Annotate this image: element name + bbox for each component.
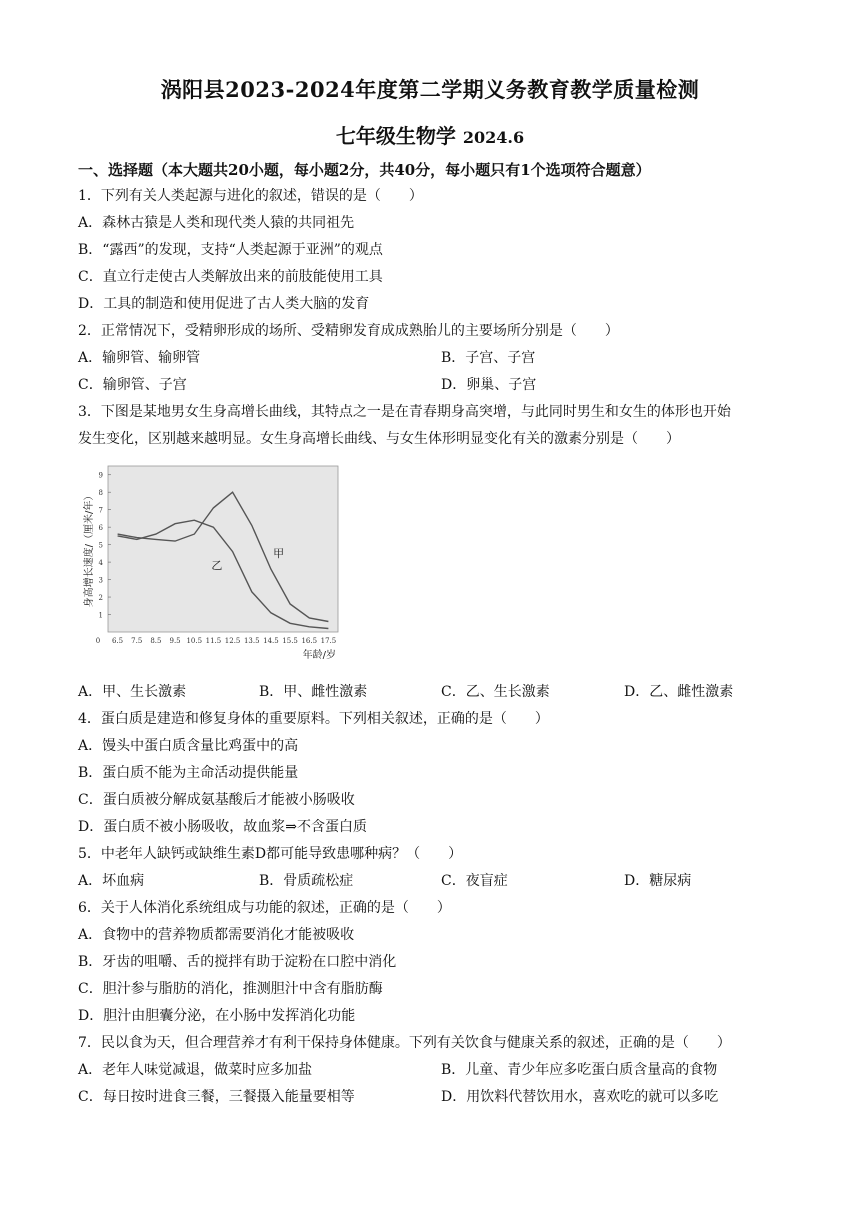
q1-option-a: A．森林古猿是人类和现代类人猿的共同祖先	[78, 215, 355, 231]
x-tick-label: 17.5	[320, 637, 337, 645]
q7-stem: 7．民以食为天，但合理营养才有利干保持身体健康。下列有关饮食与健康关系的叙述，正确的是（ ）	[78, 1035, 731, 1051]
x-tick-label: 13.5	[243, 637, 260, 645]
y-tick-label: 8	[98, 489, 103, 498]
y-tick-label: 9	[98, 471, 103, 480]
q4-option-a: A．馒头中蛋白质含量比鸡蛋中的高	[78, 738, 299, 754]
q6-stem: 6．关于人体消化系统组成与功能的叙述，正确的是（ ）	[78, 900, 451, 916]
x-tick-label: 7.5	[131, 637, 143, 645]
y-tick-label: 4	[98, 559, 103, 568]
q2-option-c: C．输卵管、子宫	[78, 377, 187, 393]
x-tick-label: 11.5	[205, 637, 222, 645]
y-tick-label: 7	[98, 506, 103, 515]
q5-option-c: C．夜盲症	[441, 873, 508, 889]
height-growth-chart	[78, 462, 348, 672]
q6-option-c: C．胆汁参与脂肪的消化，推测胆汁中含有脂肪酶	[78, 981, 383, 997]
y-tick-label: 2	[98, 594, 103, 603]
q7-option-c: C．每日按时进食三餐，三餐摄入能量要相等	[78, 1089, 355, 1105]
q1-option-d: D．工具的制造和使用促进了古人类大脑的发育	[78, 296, 370, 312]
x-tick-label: 9.5	[169, 637, 181, 645]
x-tick-label: 6.5	[112, 637, 124, 645]
q4-option-d: D．蛋白质不被小肠吸收，故血浆⇒不含蛋白质	[78, 819, 367, 835]
exam-date: 2024.6	[462, 128, 525, 147]
q2-stem: 2．正常情况下，受精卵形成的场所、受精卵发育成成熟胎儿的主要场所分别是（ ）	[78, 323, 619, 339]
x-tick-label: 16.5	[301, 637, 318, 645]
x-tick-label: 10.5	[186, 637, 203, 645]
q1-option-c: C．直立行走使古人类解放出来的前肢能使用工具	[78, 269, 383, 285]
y-tick-label: 1	[98, 611, 103, 620]
q3-option-c: C．乙、生长激素	[441, 684, 550, 700]
y-tick-label: 6	[98, 524, 103, 533]
subject-name: 七年级生物学	[335, 124, 456, 148]
series-label-jia: 甲	[273, 546, 285, 560]
section-heading: 一、选择题（本大题共20小题，每小题2分，共40分，每小题只有1个选项符合题意）	[78, 161, 651, 179]
chart-plot-area	[108, 466, 338, 632]
chart-svg	[78, 462, 348, 672]
q4-stem: 4．蛋白质是建造和修复身体的重要原料。下列相关叙述，正确的是（ ）	[78, 711, 549, 727]
exam-title: 涡阳县2023-2024年度第二学期义务教育教学质量检测	[160, 77, 700, 102]
x-tick-label: 15.5	[282, 637, 298, 645]
q3-stem-line1: 3．下图是某地男女生身高增长曲线，其特点之一是在青春期身高突增，与此同时男生和女生的体形也开始	[78, 404, 731, 420]
q3-option-d: D．乙、雌性激素	[624, 684, 734, 700]
series-label-yi: 乙	[211, 559, 223, 573]
q3-option-b: B．甲、雌性激素	[259, 684, 368, 700]
q3-stem-line2: 发生变化，区别越来越明显。女生身高增长曲线、与女生体形明显变化有关的激素分别是（ ）	[78, 431, 680, 447]
x-tick-label: 14.5	[263, 637, 279, 645]
exam-subtitle	[0, 120, 860, 149]
q2-option-a: A．输卵管、输卵管	[78, 350, 201, 366]
q3-option-a: A．甲、生长激素	[78, 684, 187, 700]
q6-option-d: D．胆汁由胆囊分泌，在小肠中发挥消化功能	[78, 1008, 356, 1024]
x-tick-label: 8.5	[150, 637, 162, 645]
q5-stem: 5．中老年人缺钙或缺维生素D都可能导致患哪种病？（ ）	[78, 846, 463, 862]
q4-option-c: C．蛋白质被分解成氨基酸后才能被小肠吸收	[78, 792, 355, 808]
q1-stem: 1．下列有关人类起源与进化的叙述，错误的是（ ）	[78, 188, 423, 204]
q4-option-b: B．蛋白质不能为主命活动提供能量	[78, 765, 299, 781]
q2-option-b: B．子宫、子宫	[441, 350, 536, 366]
y-axis-label: 身高增长速度/（厘米/年）	[84, 490, 95, 608]
q7-option-b: B．儿童、青少年应多吃蛋白质含量高的食物	[441, 1062, 718, 1078]
q6-option-b: B．牙齿的咀嚼、舌的搅拌有助于淀粉在口腔中消化	[78, 954, 397, 970]
q7-option-d: D．用饮料代替饮用水，喜欢吃的就可以多吃	[441, 1089, 719, 1105]
y-tick-label: 3	[98, 576, 103, 585]
q5-option-b: B．骨质疏松症	[259, 873, 354, 889]
q1-option-b: B．“露西”的发现，支持“人类起源于亚洲”的观点	[78, 242, 383, 258]
x-tick-label: 12.5	[224, 637, 241, 645]
x-axis-label: 年龄/岁	[302, 650, 336, 661]
q6-option-a: A．食物中的营养物质都需要消化才能被吸收	[78, 927, 355, 943]
x-tick-label: 0	[95, 637, 101, 645]
q2-option-d: D．卵巢、子宫	[441, 377, 537, 393]
q5-option-d: D．糖尿病	[624, 873, 692, 889]
q7-option-a: A．老年人味觉减退，做菜时应多加盐	[78, 1062, 313, 1078]
q5-option-a: A．坏血病	[78, 873, 145, 889]
y-tick-label: 5	[98, 541, 103, 550]
